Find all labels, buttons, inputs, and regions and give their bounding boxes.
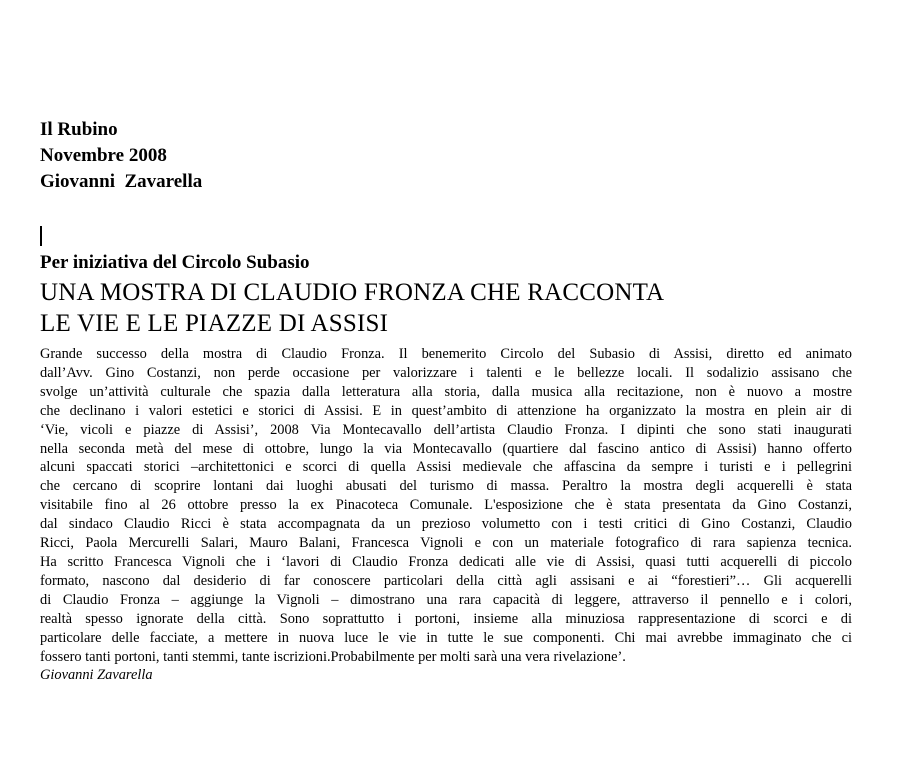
body-line: di Claudio Fronza – aggiunge la Vignoli – dimostrano una rara capacità di leggere, attraverso il pennello e i colori,	[40, 591, 852, 608]
document-header	[40, 117, 202, 195]
body-line: dal sindaco Claudio Ricci è stata accompagnata da un prezioso volumetto con i testi critici di Gino Costanzi, Claudio	[40, 516, 852, 533]
body-line: nella seconda metà del mese di ottobre, lungo la via Montecavallo (quartiere dal fascino antico di Assisi) hanno offerto	[40, 440, 852, 457]
body-line: realtà spesso ignorate della città. Sono soprattutto i portoni, insieme alla minuziosa rappresentazione di scorci e di	[40, 610, 852, 627]
text-cursor	[40, 226, 42, 246]
article-title-line-1: UNA MOSTRA DI CLAUDIO FRONZA CHE RACCONTA	[40, 279, 665, 306]
body-line: che cercano di scoprire lontani dai luoghi abusati del turismo di massa. Peraltro la mostra degli acquerelli è stata	[40, 478, 852, 495]
article-body	[40, 345, 852, 685]
body-line: svolge un’attività culturale che spazia dalla letteratura alla storia, dalla musica alla recitazione, non è nuovo a mostre	[40, 383, 852, 400]
body-line: dall’Avv. Gino Costanzi, non perde occasione per valorizzare i talenti e le bellezze locali. Il sodalizio assisano che	[40, 364, 852, 381]
body-line: ‘Vie, vicoli e piazze di Assisi’, 2008 Via Montecavallo dell’artista Claudio Fronza. I dipinti che sono stati inaugurati	[40, 421, 852, 438]
article-signature: Giovanni Zavarella	[40, 667, 153, 684]
body-line: visitabile fino al 26 ottobre presso la ex Pinacoteca Comunale. L'esposizione che è stata presentata da Gino Costanzi,	[40, 497, 852, 514]
author-name: Giovanni Zavarella	[40, 171, 203, 192]
body-line: che declinano i valori estetici e storici di Assisi. E in quest’ambito di attenzione ha organizzato la mostra en plein air di	[40, 402, 852, 419]
body-line: Ricci, Paola Mercurelli Salari, Mauro Balani, Francesca Vignoli e con un materiale fotografico di rara sapienza tecnica.	[40, 535, 852, 552]
publication-name: Il Rubino	[40, 119, 118, 140]
article-title	[40, 277, 664, 339]
body-line: alcuni spaccati storici –architettonici e scorci di quella Assisi medievale che affascina da sempre i turisti e i pellegrini	[40, 459, 852, 476]
body-line: formato, nascono dal desiderio di far conoscere particolari della città agli assisani e ai “forestieri”… Gli acquerelli	[40, 572, 852, 589]
publication-date: Novembre 2008	[40, 145, 167, 166]
body-line: fossero tanti portoni, tanti stemmi, tante iscrizioni.Probabilmente per molti sarà una vera rivelazione’.	[40, 648, 626, 665]
body-line: Ha scritto Francesca Vignoli che i ‘lavori di Claudio Fronza dedicati alle vie di Assisi, quasi tutti acquerelli di piccolo	[40, 553, 852, 570]
body-line: particolare delle facciate, a mettere in nuova luce le vie in tutte le sue componenti. Chi mai avrebbe immaginato che ci	[40, 629, 852, 646]
article-title-line-2: LE VIE E LE PIAZZE DI ASSISI	[40, 310, 389, 337]
article-kicker: Per iniziativa del Circolo Subasio	[40, 252, 310, 273]
body-line: Grande successo della mostra di Claudio Fronza. Il benemerito Circolo del Subasio di Assisi, diretto ed animato	[40, 346, 852, 362]
